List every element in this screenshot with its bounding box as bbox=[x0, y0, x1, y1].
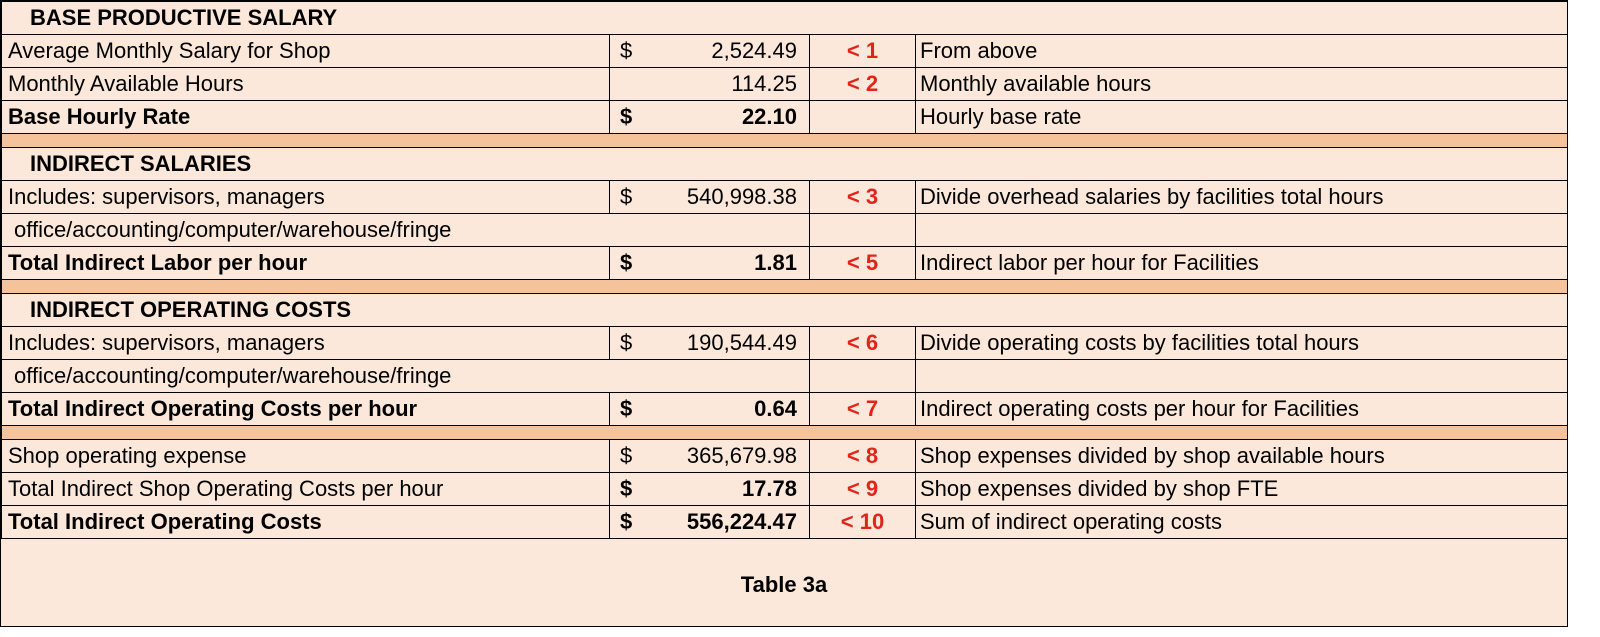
row-reference: < 9 bbox=[810, 473, 916, 506]
row-label: Total Indirect Operating Costs bbox=[2, 506, 610, 539]
row-description: Sum of indirect operating costs bbox=[916, 506, 1568, 539]
row-amount: 540,998.38 bbox=[686, 184, 797, 209]
row-label: Base Hourly Rate bbox=[2, 101, 610, 134]
row-description bbox=[916, 360, 1568, 393]
row-description: Shop expenses divided by shop available hours bbox=[916, 440, 1568, 473]
row-label: Includes: supervisors, managers bbox=[2, 327, 610, 360]
row-reference: < 5 bbox=[810, 247, 916, 280]
currency-symbol: $ bbox=[620, 443, 633, 468]
row-amount-cell bbox=[610, 393, 810, 426]
row-description: Indirect labor per hour for Facilities bbox=[916, 247, 1568, 280]
row-reference: < 6 bbox=[810, 327, 916, 360]
currency-symbol: $ bbox=[620, 509, 633, 534]
row-amount: 365,679.98 bbox=[686, 443, 797, 468]
currency-symbol: $ bbox=[620, 184, 633, 209]
row-amount-cell bbox=[610, 68, 810, 101]
section-separator bbox=[2, 426, 1568, 440]
row-description bbox=[916, 214, 1568, 247]
row-amount: 114.25 bbox=[731, 71, 797, 96]
row-reference bbox=[810, 360, 916, 393]
row-description: Shop expenses divided by shop FTE bbox=[916, 473, 1568, 506]
table-row bbox=[2, 360, 1568, 393]
row-amount: 17.78 bbox=[741, 476, 797, 501]
row-amount-cell bbox=[610, 473, 810, 506]
row-amount-cell bbox=[610, 440, 810, 473]
row-label: Total Indirect Operating Costs per hour bbox=[2, 393, 610, 426]
row-amount-cell bbox=[610, 327, 810, 360]
section-header-base bbox=[2, 2, 1568, 35]
currency-symbol: $ bbox=[620, 396, 633, 421]
row-label: Includes: supervisors, managers bbox=[2, 181, 610, 214]
row-reference: < 8 bbox=[810, 440, 916, 473]
row-amount-cell bbox=[610, 35, 810, 68]
cost-table bbox=[1, 1, 1568, 539]
separator-bar bbox=[2, 426, 1568, 440]
row-label: Monthly Available Hours bbox=[2, 68, 610, 101]
row-label: Shop operating expense bbox=[2, 440, 610, 473]
section-header-indirect-operating bbox=[2, 294, 1568, 327]
row-amount: 1.81 bbox=[754, 250, 797, 275]
table-row-total bbox=[2, 393, 1568, 426]
row-label: Total Indirect Shop Operating Costs per hour bbox=[2, 473, 610, 506]
row-amount-cell bbox=[610, 247, 810, 280]
table-row-total bbox=[2, 247, 1568, 280]
row-label: Total Indirect Labor per hour bbox=[2, 247, 610, 280]
row-description: Hourly base rate bbox=[916, 101, 1568, 134]
table-row bbox=[2, 35, 1568, 68]
table-caption: Table 3a bbox=[740, 572, 828, 597]
section-separator bbox=[2, 280, 1568, 294]
row-reference: < 1 bbox=[810, 35, 916, 68]
separator-bar bbox=[2, 134, 1568, 148]
table-row bbox=[2, 473, 1568, 506]
section-title: INDIRECT SALARIES bbox=[2, 148, 1568, 181]
section-separator bbox=[2, 134, 1568, 148]
row-reference bbox=[810, 101, 916, 134]
row-description: Divide overhead salaries by facilities total hours bbox=[916, 181, 1568, 214]
currency-symbol: $ bbox=[620, 330, 633, 355]
row-amount-cell bbox=[610, 101, 810, 134]
row-reference: < 3 bbox=[810, 181, 916, 214]
table-row bbox=[2, 214, 1568, 247]
table-row-total bbox=[2, 506, 1568, 539]
row-reference: < 2 bbox=[810, 68, 916, 101]
row-amount-cell bbox=[610, 506, 810, 539]
row-amount: 22.10 bbox=[741, 104, 797, 129]
table-row-total bbox=[2, 101, 1568, 134]
section-header-indirect-salaries bbox=[2, 148, 1568, 181]
row-reference: < 10 bbox=[810, 506, 916, 539]
row-label: office/accounting/computer/warehouse/fringe bbox=[2, 360, 810, 393]
row-description: From above bbox=[916, 35, 1568, 68]
separator-bar bbox=[2, 280, 1568, 294]
row-description: Monthly available hours bbox=[916, 68, 1568, 101]
section-title: INDIRECT OPERATING COSTS bbox=[2, 294, 1568, 327]
row-amount-cell bbox=[610, 181, 810, 214]
row-reference: < 7 bbox=[810, 393, 916, 426]
currency-symbol: $ bbox=[620, 250, 633, 275]
row-label: office/accounting/computer/warehouse/fringe bbox=[2, 214, 810, 247]
table-row bbox=[2, 181, 1568, 214]
table-row bbox=[2, 440, 1568, 473]
row-amount: 0.64 bbox=[754, 396, 797, 421]
currency-symbol: $ bbox=[620, 104, 633, 129]
row-amount: 556,224.47 bbox=[686, 509, 797, 534]
currency-symbol: $ bbox=[620, 38, 633, 63]
table-row bbox=[2, 327, 1568, 360]
row-label: Average Monthly Salary for Shop bbox=[2, 35, 610, 68]
row-reference bbox=[810, 214, 916, 247]
table-row bbox=[2, 68, 1568, 101]
row-amount: 2,524.49 bbox=[711, 38, 797, 63]
row-amount: 190,544.49 bbox=[686, 330, 797, 355]
row-description: Divide operating costs by facilities total hours bbox=[916, 327, 1568, 360]
section-title: BASE PRODUCTIVE SALARY bbox=[2, 2, 1568, 35]
row-description: Indirect operating costs per hour for Facilities bbox=[916, 393, 1568, 426]
currency-symbol: $ bbox=[620, 476, 633, 501]
